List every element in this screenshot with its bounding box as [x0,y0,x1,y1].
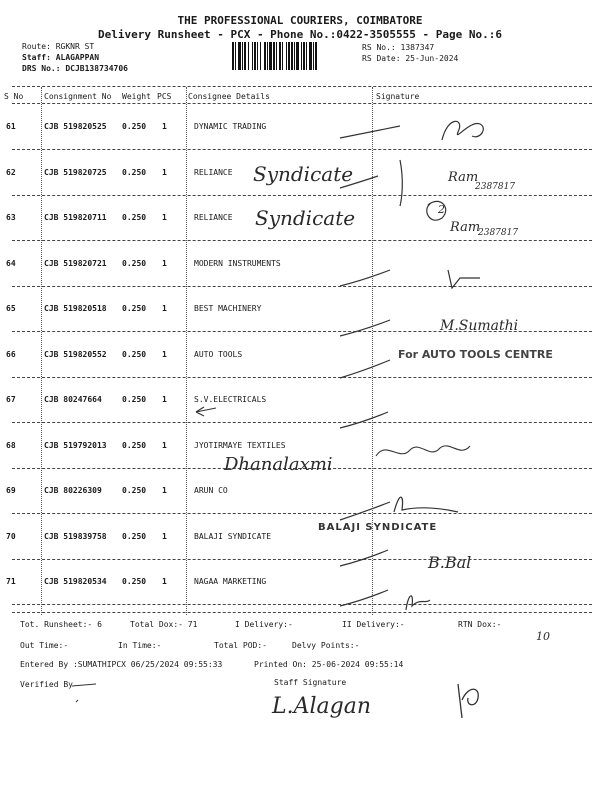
row-weight: 0.250 [122,168,147,177]
row-sno: 65 [6,304,16,313]
rtn-dox: RTN Dox:- [458,620,502,629]
row-weight: 0.250 [122,441,147,450]
col-weight: Weight [122,92,151,101]
initial-scribble [452,680,488,722]
barcode-image [232,42,356,70]
row-consignee: ARUN CO [194,486,228,495]
printed-on: Printed On: 25-06-2024 09:55:14 [254,660,404,669]
header-top-rule [12,86,592,87]
row-sno: 70 [6,532,16,541]
row-sno: 61 [6,122,16,131]
handwritten-ram-1: Ram [448,170,479,185]
row-consignment-no: CJB 519820552 [44,350,107,359]
handwritten-sumathi: M.Sumathi [440,318,519,334]
row-pcs: 1 [162,259,167,268]
row-consignee: NAGAA MARKETING [194,577,267,586]
row-sno: 69 [6,486,16,495]
arrow-scribble [194,404,218,418]
row-consignee: BALAJI SYNDICATE [194,532,272,541]
row-consignee: S.V.ELECTRICALS [194,395,267,404]
out-time: Out Time:- [20,641,69,650]
i-delivery: I Delivery:- [235,620,293,629]
row-weight: 0.250 [122,486,147,495]
row-pcs: 1 [162,395,167,404]
row-consignment-no: CJB 519792013 [44,441,107,450]
row-weight: 0.250 [122,122,147,131]
row-consignment-no: CJB 80247664 [44,395,102,404]
row-pcs: 1 [162,532,167,541]
handwritten-dhanalaxmi: Dhanalaxmi [224,454,333,475]
row-pcs: 1 [162,350,167,359]
row-weight: 0.250 [122,577,147,586]
col-sno: S No [4,92,24,101]
ii-delivery: II Delivery:- [342,620,405,629]
staff-label: Staff: ALAGAPPAN [22,53,100,62]
total-dox: Total Dox:- 71 [130,620,198,629]
rs-date: RS Date: 25-Jun-2024 [362,54,459,63]
col-consignment: Consignment No [44,92,112,101]
route-label: Route: RGKNR ST [22,42,95,51]
footer-rule [12,612,592,613]
handwritten-circle-number: 2 [438,203,445,216]
row-pcs: 1 [162,486,167,495]
row-sno: 64 [6,259,16,268]
row-consignment-no: CJB 80226309 [44,486,102,495]
row-pcs: 1 [162,122,167,131]
delvy-points: Delvy Points:- [292,641,360,650]
drs-number: DRS No.: DCJB138734706 [22,64,128,73]
row-sno: 63 [6,213,16,222]
row-consignment-no: CJB 519820725 [44,168,107,177]
rs-number: RS No.: 1387347 [362,43,435,52]
row-consignment-no: CJB 519820525 [44,122,107,131]
row-consignment-no: CJB 519820721 [44,259,107,268]
document-title: Delivery Runsheet - PCX - Phone No.:0422-3505555 - Page No.:6 [98,28,502,41]
row-consignee: AUTO TOOLS [194,350,243,359]
row-pcs: 1 [162,304,167,313]
col-consignee: Consignee Details [188,92,270,101]
row-consignment-no: CJB 519820518 [44,304,107,313]
row-consignee: RELIANCE [194,213,233,222]
tot-runsheet: Tot. Runsheet:- 6 [20,620,102,629]
row-consignment-no: CJB 519820711 [44,213,107,222]
row-pcs: 1 [162,441,167,450]
verified-by: Verified By [20,680,73,689]
handwritten-syndicate-1: Syndicate [253,162,354,186]
row-sno: 71 [6,577,16,586]
in-time: In Time:- [118,641,162,650]
row-weight: 0.250 [122,395,147,404]
handwritten-syndicate-2: Syndicate [255,206,356,230]
row-weight: 0.250 [122,304,147,313]
row-sno: 66 [6,350,16,359]
balaji-syndicate-stamp: BALAJI SYNDICATE [318,522,438,533]
handwritten-number-2: 2387817 [478,228,519,238]
row-pcs: 1 [162,168,167,177]
verified-signature-mark [70,682,110,706]
handwritten-alagan: L.Alagan [272,694,372,719]
row-weight: 0.250 [122,532,147,541]
total-pod: Total POD:- [214,641,267,650]
row-consignee: MODERN INSTRUMENTS [194,259,281,268]
row-weight: 0.250 [122,350,147,359]
handwritten-ram-2: Ram [450,220,481,235]
handwritten-number-1: 2387817 [475,182,516,192]
row-sno: 68 [6,441,16,450]
row-consignee: JYOTIRMAYE TEXTILES [194,441,286,450]
row-pcs: 1 [162,577,167,586]
row-sno: 67 [6,395,16,404]
row-consignee: RELIANCE [194,168,233,177]
col-pcs: PCS [157,92,172,101]
row-consignment-no: CJB 519820534 [44,577,107,586]
col-signature: Signature [376,92,420,101]
signature-strokes [330,110,590,620]
auto-tools-stamp: For AUTO TOOLS CENTRE [398,348,553,361]
company-name: THE PROFESSIONAL COURIERS, COIMBATORE [177,14,423,27]
handwritten-bbal: B.Bal [428,553,472,572]
staff-signature-label: Staff Signature [274,678,347,687]
row-consignee: BEST MACHINERY [194,304,262,313]
row-consignment-no: CJB 519839758 [44,532,107,541]
row-weight: 0.250 [122,213,147,222]
row-consignee: DYNAMIC TRADING [194,122,267,131]
row-weight: 0.250 [122,259,147,268]
entered-by: Entered By :SUMATHIPCX 06/25/2024 09:55:33 [20,660,223,669]
row-sno: 62 [6,168,16,177]
handwritten-ten: 10 [536,630,550,643]
row-pcs: 1 [162,213,167,222]
